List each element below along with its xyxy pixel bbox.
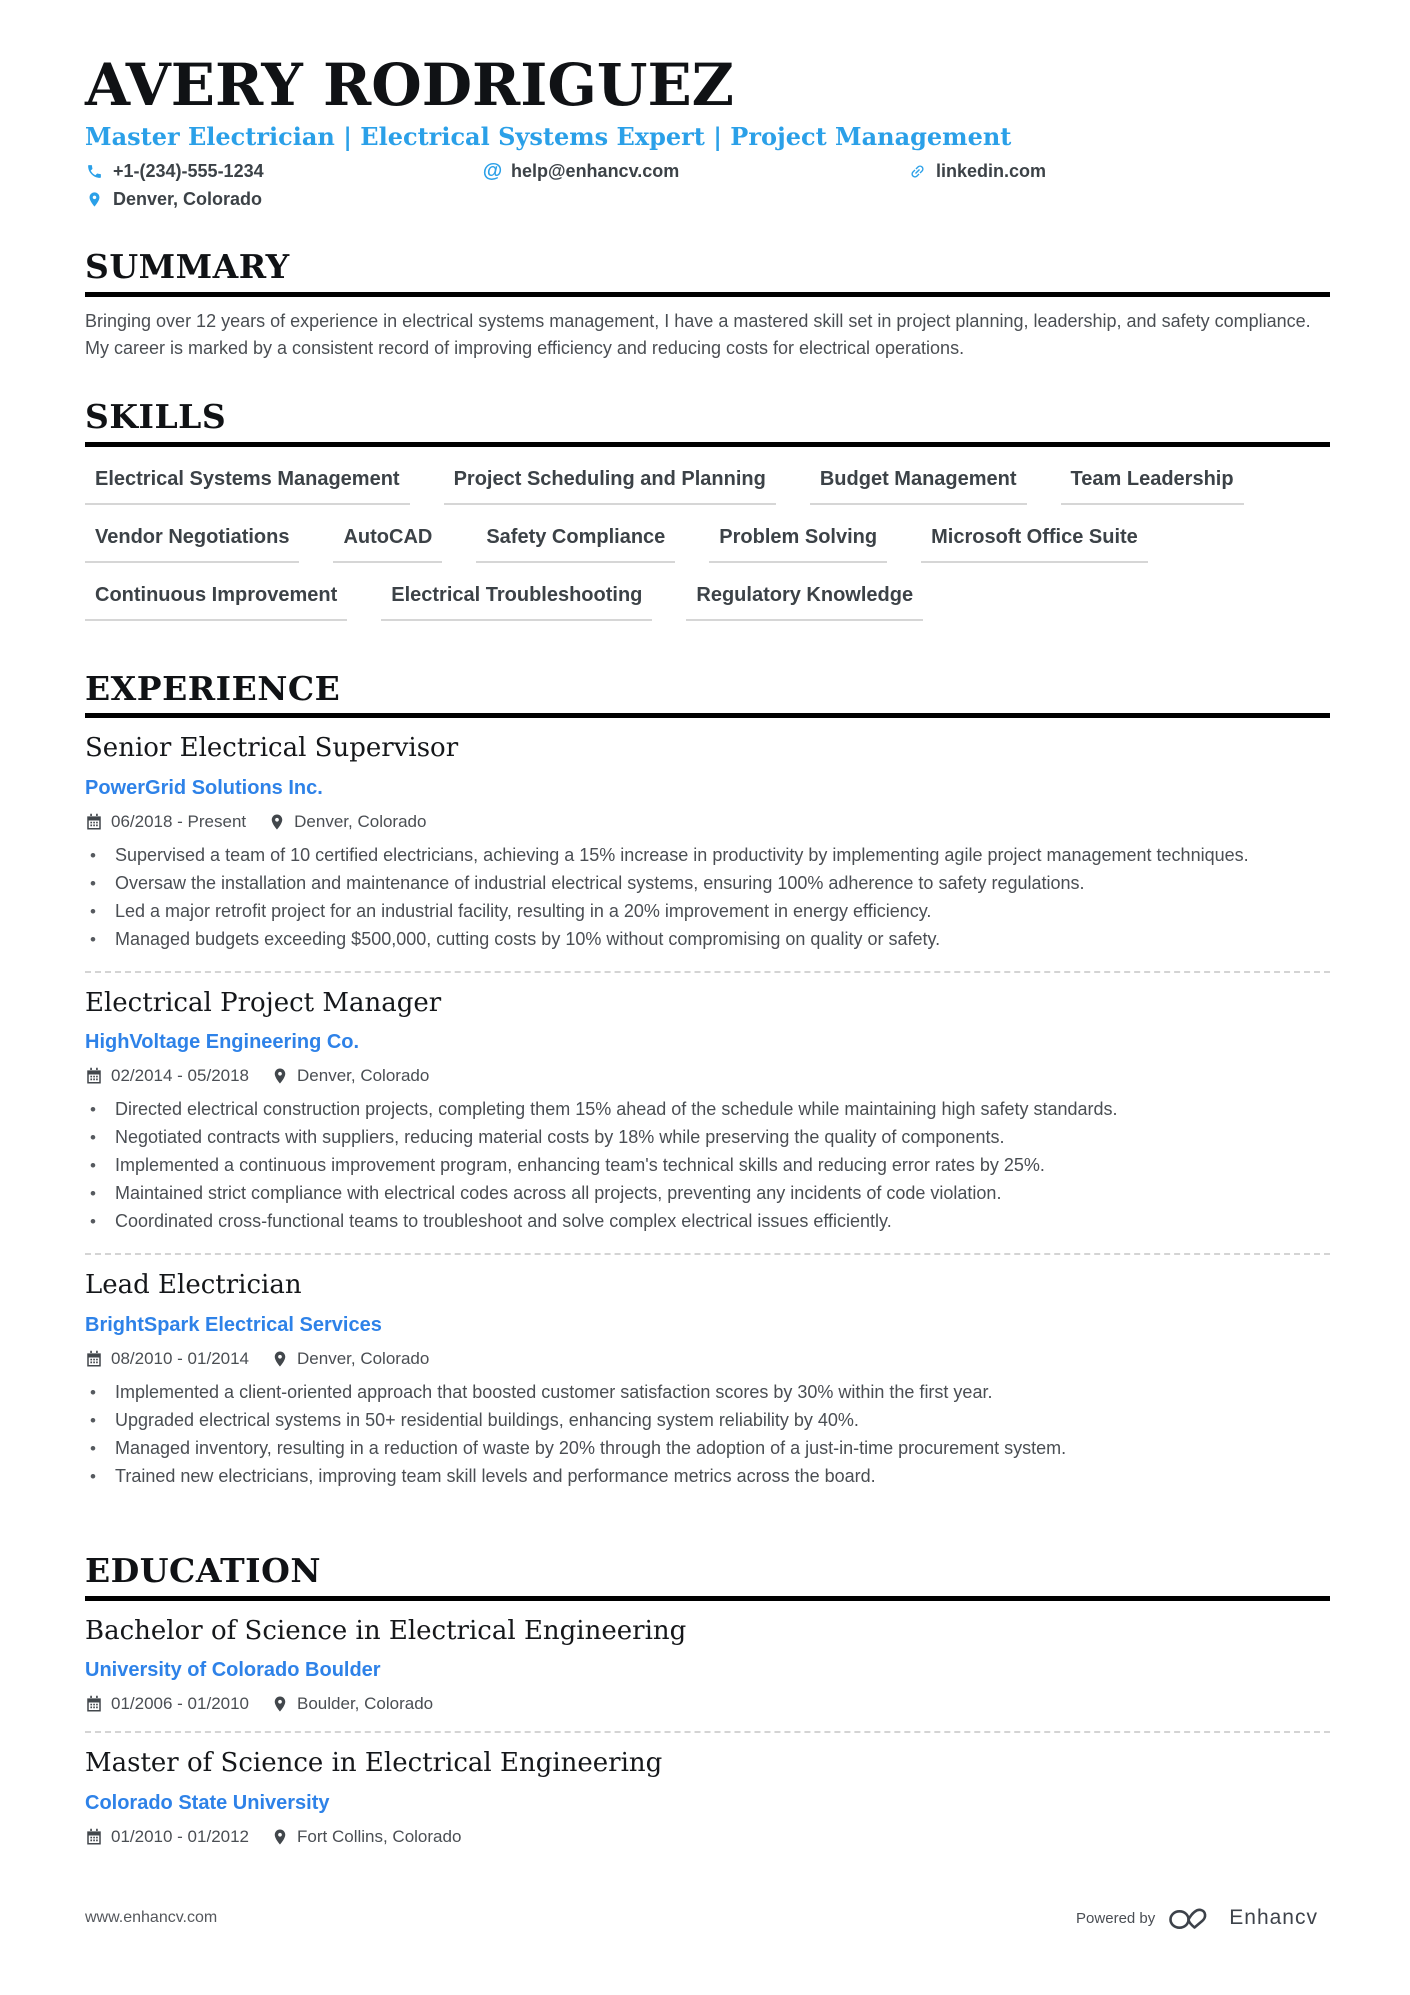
contact-phone-text: +1-(234)-555-1234 <box>113 160 264 181</box>
job-location-item <box>271 1066 429 1086</box>
contact-location-text: Denver, Colorado <box>113 188 263 209</box>
job-location-item <box>268 812 426 832</box>
skill-tag: Safety Compliance <box>476 526 675 563</box>
job-bullet: • Upgraded electrical systems in 50+ residential buildings, enhancing system reliability by 40%. <box>85 1407 1330 1434</box>
education-dates: 01/2006 - 01/2010 <box>111 1694 250 1714</box>
education-entry <box>85 1601 1330 1732</box>
education-meta <box>85 1694 1330 1714</box>
powered-by-label: Powered by <box>1076 1909 1156 1927</box>
calendar-icon <box>85 1067 103 1085</box>
skills-section <box>85 398 1330 642</box>
company-name: HighVoltage Engineering Co. <box>85 1031 360 1054</box>
experience-entry <box>85 1253 1330 1508</box>
education-location-item <box>271 1827 461 1847</box>
education-list <box>85 1601 1330 1864</box>
skills-list <box>85 468 1330 642</box>
contact-location <box>85 189 483 210</box>
job-bullet: • Oversaw the installation and maintenance of industrial electrical systems, ensuring 100% adherence to safety regulations. <box>85 870 1330 897</box>
school-name: Colorado State University <box>85 1791 330 1814</box>
job-title: Senior Electrical Supervisor <box>85 733 459 764</box>
location-pin-icon <box>271 1350 289 1368</box>
enhancv-logo-icon <box>1166 1903 1218 1933</box>
job-dates: 06/2018 - Present <box>111 811 247 831</box>
job-bullet: • Implemented a client-oriented approach that boosted customer satisfaction scores by 30% within the first year. <box>85 1379 1330 1406</box>
job-bullet: • Directed electrical construction projects, completing them 15% ahead of the schedule while maintaining high safety standards. <box>85 1096 1330 1123</box>
skills-heading: SKILLS <box>85 398 1330 447</box>
job-location: Denver, Colorado <box>297 1066 430 1086</box>
job-title: Lead Electrician <box>85 1270 302 1301</box>
education-dates-item <box>85 1694 249 1714</box>
job-meta <box>85 812 1330 832</box>
summary-text: Bringing over 12 years of experience in electrical systems management, I have a mastered skill set in project planning, leadership, and safety compliance. My career is marked by a consistent record of improving efficiency and reducing costs for electrical operations. <box>85 310 1311 358</box>
school-name: University of Colorado Boulder <box>85 1659 381 1682</box>
resume-header <box>85 51 1330 210</box>
skill-tag: Team Leadership <box>1061 468 1244 505</box>
skill-tag: Budget Management <box>810 468 1027 505</box>
calendar-icon <box>85 813 103 831</box>
company-name: PowerGrid Solutions Inc. <box>85 776 323 799</box>
education-entry <box>85 1731 1330 1864</box>
job-dates-item <box>85 812 246 832</box>
location-pin-icon <box>271 1828 289 1846</box>
skill-tag: Microsoft Office Suite <box>921 526 1148 563</box>
calendar-icon <box>85 1828 103 1846</box>
location-pin-icon <box>268 813 286 831</box>
contact-email[interactable] <box>483 161 908 182</box>
phone-icon <box>85 162 104 181</box>
job-bullet: • Managed budgets exceeding $500,000, cutting costs by 10% without compromising on quality or safety. <box>85 926 1330 953</box>
location-pin-icon <box>85 190 104 209</box>
job-bullet: • Managed inventory, resulting in a reduction of waste by 20% through the adoption of a just-in-time procurement system. <box>85 1435 1330 1462</box>
page-footer <box>85 1903 1318 1933</box>
location-pin-icon <box>271 1695 289 1713</box>
job-bullets <box>85 1096 1330 1235</box>
calendar-icon <box>85 1350 103 1368</box>
job-bullets <box>85 1379 1330 1490</box>
education-heading: EDUCATION <box>85 1552 1330 1601</box>
job-location: Denver, Colorado <box>297 1348 430 1368</box>
location-pin-icon <box>271 1067 289 1085</box>
skill-tag: Continuous Improvement <box>85 584 347 621</box>
education-location-item <box>271 1694 433 1714</box>
job-bullet: • Negotiated contracts with suppliers, reducing material costs by 18% while preserving the quality of components. <box>85 1124 1330 1151</box>
skill-tag: Project Scheduling and Planning <box>444 468 776 505</box>
skill-tag: Electrical Systems Management <box>85 468 410 505</box>
experience-heading: EXPERIENCE <box>85 670 1330 719</box>
education-dates: 01/2010 - 01/2012 <box>111 1826 250 1846</box>
summary-heading: SUMMARY <box>85 248 1330 297</box>
degree-title: Bachelor of Science in Electrical Engineering <box>85 1615 687 1646</box>
job-bullet: • Implemented a continuous improvement program, enhancing team's technical skills and reducing error rates by 25%. <box>85 1152 1330 1179</box>
contact-email-text: help@enhancv.com <box>511 160 680 181</box>
job-bullet: • Led a major retrofit project for an industrial facility, resulting in a 20% improvement in energy efficiency. <box>85 898 1330 925</box>
brand-name: Enhancv <box>1229 1906 1318 1929</box>
education-section <box>85 1552 1330 1864</box>
skill-tag: Regulatory Knowledge <box>686 584 923 621</box>
skill-tag: Problem Solving <box>709 526 887 563</box>
link-icon <box>908 162 927 181</box>
calendar-icon <box>85 1695 103 1713</box>
person-name: AVERY RODRIGUEZ <box>85 51 735 119</box>
contact-link[interactable] <box>908 161 1330 182</box>
education-location: Boulder, Colorado <box>297 1694 434 1714</box>
contact-link-text: linkedin.com <box>936 160 1047 181</box>
person-title: Master Electrician | Electrical Systems Expert | Project Management <box>85 121 1012 151</box>
contact-phone <box>85 161 483 182</box>
job-location-item <box>271 1349 429 1369</box>
company-name: BrightSpark Electrical Services <box>85 1313 382 1336</box>
job-meta <box>85 1066 1330 1086</box>
experience-entry <box>85 718 1330 971</box>
job-dates: 02/2014 - 05/2018 <box>111 1066 250 1086</box>
skill-tag: AutoCAD <box>333 526 442 563</box>
job-bullets <box>85 842 1330 953</box>
powered-by[interactable] <box>1076 1903 1318 1933</box>
footer-site-link[interactable]: www.enhancv.com <box>85 1909 218 1926</box>
job-bullet: • Supervised a team of 10 certified electricians, achieving a 15% increase in productivity by implementing agile project management techniques. <box>85 842 1330 869</box>
job-bullet: • Coordinated cross-functional teams to troubleshoot and solve complex electrical issues efficiently. <box>85 1208 1330 1235</box>
job-title: Electrical Project Manager <box>85 987 442 1018</box>
education-location: Fort Collins, Colorado <box>297 1826 462 1846</box>
job-dates: 08/2010 - 01/2014 <box>111 1348 250 1368</box>
skill-tag: Electrical Troubleshooting <box>381 584 652 621</box>
experience-section <box>85 670 1330 1508</box>
job-bullet: • Maintained strict compliance with electrical codes across all projects, preventing any incidents of code violation. <box>85 1180 1330 1207</box>
job-bullet: • Trained new electricians, improving team skill levels and performance metrics across the board. <box>85 1463 1330 1490</box>
contact-row <box>85 161 1330 210</box>
job-location: Denver, Colorado <box>294 811 427 831</box>
education-dates-item <box>85 1827 249 1847</box>
summary-section <box>85 248 1330 362</box>
job-dates-item <box>85 1349 249 1369</box>
job-meta <box>85 1349 1330 1369</box>
experience-list <box>85 718 1330 1508</box>
at-icon: @ <box>482 160 503 183</box>
skill-tag: Vendor Negotiations <box>85 526 299 563</box>
experience-entry <box>85 971 1330 1254</box>
education-meta <box>85 1827 1330 1847</box>
degree-title: Master of Science in Electrical Engineering <box>85 1748 663 1779</box>
job-dates-item <box>85 1066 249 1086</box>
